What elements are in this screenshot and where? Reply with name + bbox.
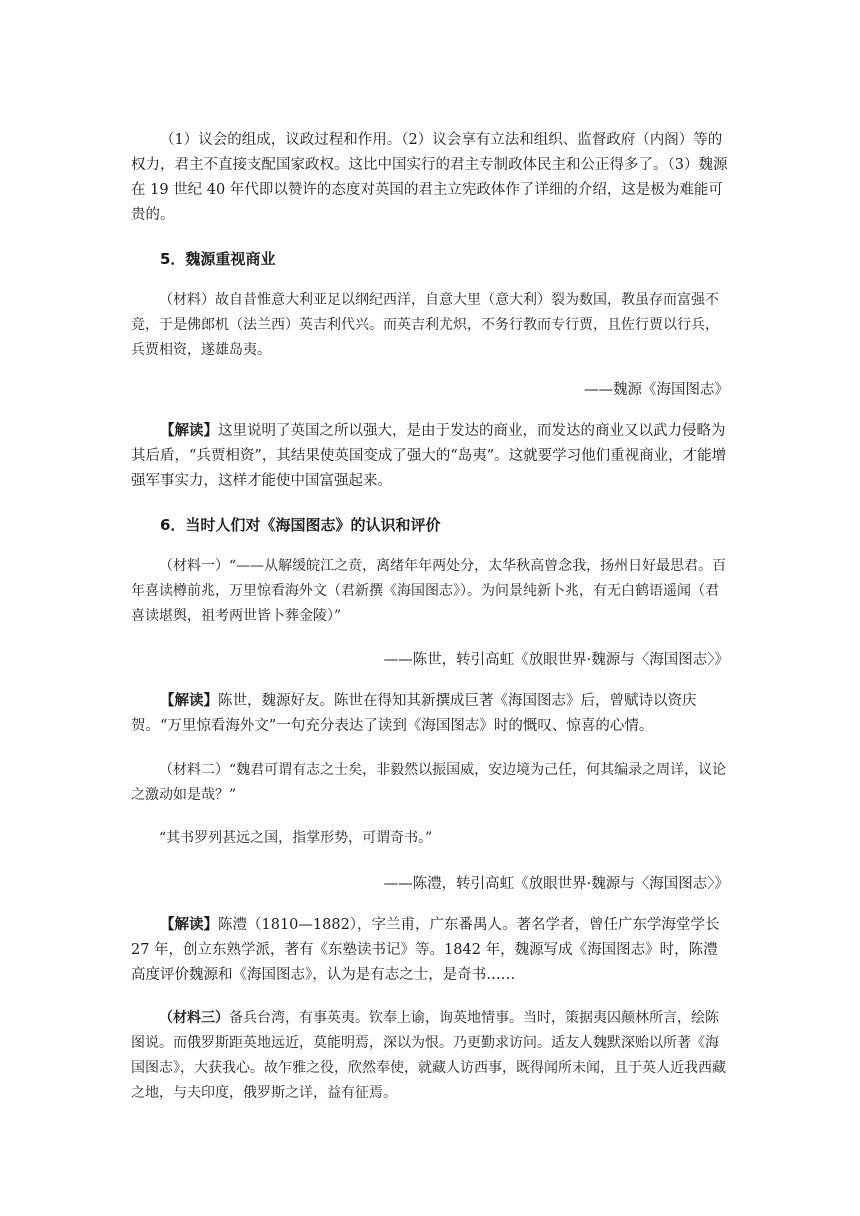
s6-reading-1	[131, 688, 731, 739]
s6-r2-tag: 【解读】	[160, 916, 218, 933]
s6-material-2	[131, 758, 731, 808]
s5-reading-tag: 【解读】	[160, 422, 218, 439]
section-6-heading: 6．当时人们对《海国图志》的认识和评价	[160, 516, 441, 534]
s5-material	[131, 288, 731, 363]
s6-reading-2	[131, 912, 731, 988]
s6-m2-source: ——陈澧，转引高虹《放眼世界·魏源与〈海国图志〉》	[383, 876, 729, 892]
s6-m2-text: “魏君可谓有志之士矣，非毅然以振国威，安边境为己任，何其编录之周详，议论之激动如是哉？”	[131, 762, 727, 803]
s5-material-text: 故自昔惟意大利亚足以纲纪西洋，自意大里（意大利）裂为数国，教虽存而富强不竞，于是佛郎机（法兰西）英吉利代兴。而英吉利尤炽，不务行教而专行贾，且佐行贾以行兵，兵贾相资，遂雄岛夷。	[131, 292, 719, 358]
s6-r1-tag: 【解读】	[160, 692, 218, 709]
s6-m3-tag: （材料三）	[159, 1010, 229, 1026]
s6-m1-tag: （材料一）	[159, 558, 229, 574]
section-5-heading: 5．魏源重视商业	[160, 250, 276, 268]
s6-m1-text: “——从解缓皖江之贲，离绪年年两处分，太华秋高曾念我，扬州日好最思君。百年喜读樽前兆，万里惊看海外文（君新撰《海国图志》）。为问景纯新卜兆，有无白鹤语遥闻（君喜读堪舆，祖考两世皆卜葬金陵）”	[131, 558, 727, 624]
s6-m3-text: 备兵台湾，有事英夷。钦奉上谕，询英地情事。当时，策据夷囚颠林所言，绘陈图说。而俄罗斯距英地远近，莫能明焉，深以为恨。乃更勤求访问。适友人魏默深贻以所著《海国图志》，大获我心。故乍雅之役，欣然奉使，就藏人访西事，既得闻所未闻，且于英人近我西藏之地，与夫印度，俄罗斯之详，益有征焉。	[131, 1010, 726, 1101]
s5-reading-text: 这里说明了英国之所以强大，是由于发达的商业，而发达的商业又以武力侵略为其后盾，“兵贾相资”，其结果使英国变成了强大的“岛夷”。这就要学习他们重视商业，才能增强军事实力，这样才能使中国富强起来。	[131, 423, 727, 489]
s6-r1-text: 陈世，魏源好友。陈世在得知其新撰成巨著《海国图志》后，曾赋诗以资庆贺。“万里惊看海外文”一句充分表达了读到《海国图志》时的慨叹、惊喜的心情。	[131, 693, 697, 734]
s6-material-3	[131, 1006, 731, 1106]
s5-source: ——魏源《海国图志》	[584, 382, 729, 398]
s6-material-2b: “其书罗列甚远之国，指掌形势，可谓奇书。”	[159, 830, 433, 846]
s5-reading	[131, 418, 731, 494]
s6-material-1	[131, 554, 731, 629]
s5-material-tag: （材料）	[159, 292, 215, 308]
s6-m1-source: ——陈世，转引高虹《放眼世界·魏源与〈海国图志〉》	[383, 652, 729, 668]
paragraph-intro: （1）议会的组成，议政过程和作用。（2）议会享有立法和组织、监督政府（内阁）等的权力，君主不直接支配国家政权。这比中国实行的君主专制政体民主和公正得多了。（3）魏源在 19 世纪 40 年代即以赞许的态度对英国的君主立宪政体作了详细的介绍，这是极为难能可贵的。	[131, 132, 728, 223]
s6-r2-text: 陈澧（1810—1882），字兰甫，广东番禺人。著名学者，曾任广东学海堂学长 27 年，创立东熟学派，著有《东塾读书记》等。1842 年，魏源写成《海国图志》时，陈澧高度评价魏源和《海国图志》，认为是有志之士，是奇书……	[131, 917, 720, 983]
s6-m2-tag: （材料二）	[159, 762, 229, 778]
